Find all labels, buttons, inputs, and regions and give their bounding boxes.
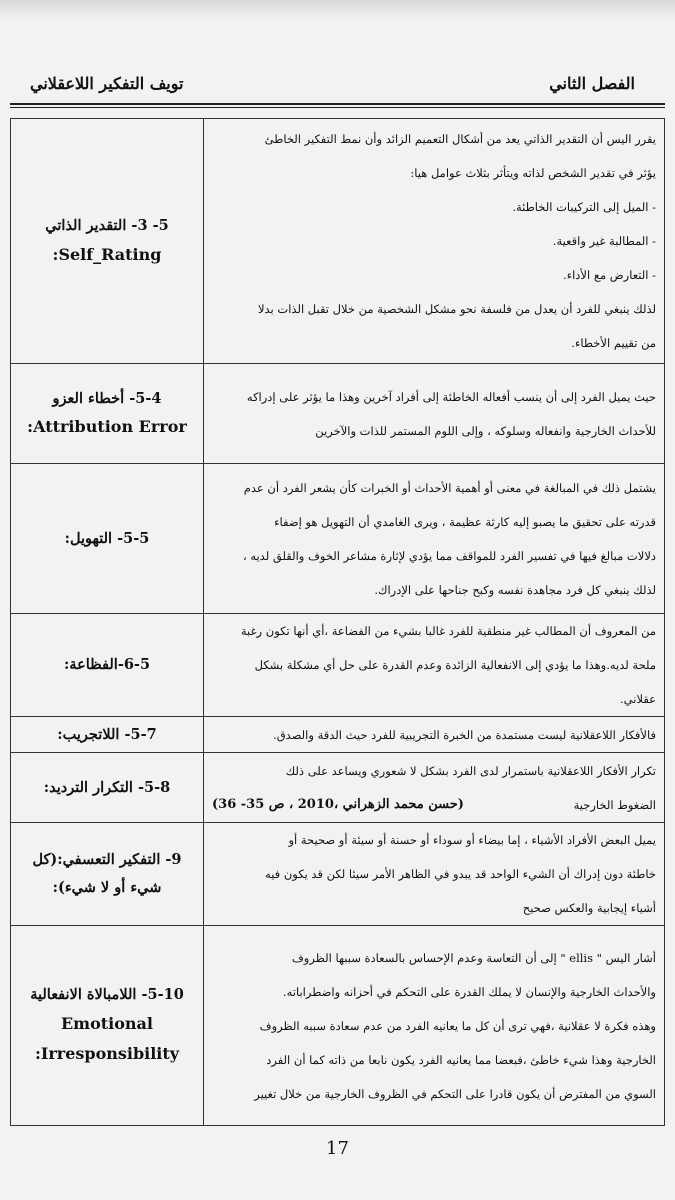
table-row [11, 364, 665, 464]
description-cell [204, 753, 665, 823]
header-rule [10, 103, 665, 108]
description-cell [204, 119, 665, 364]
description-line: - المطالبة غير واقعية. [552, 234, 656, 248]
table-row [11, 926, 665, 1126]
description-cell [204, 823, 665, 926]
table-row [11, 823, 665, 926]
description-line: يقرر اليس أن التقدير الذاتي يعد من أشكال التعميم الزائد وأن نمط التفكير الخاطئ [264, 132, 656, 146]
term-arabic: 5-4- أخطاء العزو [52, 389, 162, 407]
description-line: دلالات مبالغ فيها في تفسير الفرد للمواقف مما يؤدي لإثارة مشاعر الخوف والقلق لديه ، [242, 548, 656, 563]
term-arabic: 9- التفكير التعسفي:(كل شيء أو لا شيء): [32, 851, 182, 896]
citation: (حسن محمد الزهراني ،2010 ، ص 35- 36) [212, 796, 464, 812]
description-line: - التعارض مع الأداء. [563, 268, 656, 282]
page-top-shadow [0, 0, 675, 20]
term-cell [11, 823, 204, 926]
page-header [10, 60, 665, 100]
term-english: :Attribution Error [27, 417, 187, 437]
table-row [11, 614, 665, 717]
reference-lead-text: الضغوط الخارجية [573, 797, 656, 812]
description-cell [204, 464, 665, 614]
table-row [11, 717, 665, 753]
description-line: يشتمل ذلك في المبالغة في معنى أو أهمية الأحداث أو الخبرات كأن يشعر الفرد أن عدم [243, 480, 656, 495]
table-row [11, 464, 665, 614]
description-line: يميل البعض الأفراد الأشياء ، إما بيضاء أو سوداء أو حسنة أو سيئة أو صحيحة أو [288, 833, 656, 847]
term-cell [11, 926, 204, 1126]
term-cell [11, 717, 204, 753]
page-number: 17 [326, 1138, 349, 1159]
table-row [11, 119, 665, 364]
term-arabic: 5-5- التهويل: [64, 529, 150, 547]
term-cell [11, 614, 204, 717]
term-english: :Self_Rating [52, 244, 162, 264]
table-row [11, 753, 665, 823]
description-line: حيث يميل الفرد إلى أن ينسب أفعاله الخاطئة إلى أفراد آخرين وهذا ما يؤثر على إدراكه [246, 389, 656, 404]
description-cell [204, 926, 665, 1126]
description-line: خاطئة دون إدراك أن الشيء الواحد قد يبدو في الظاهر الأمر سيئا لكن قد يكون فيه [265, 867, 656, 881]
reference-line [212, 788, 656, 822]
description-line: من المعروف أن المطالب غير منطقية للفرد غالبا بشيء من الفضاعة ،أي أنها تكون رغبة [240, 624, 656, 638]
description-line: يؤثر في تقدير الشخص لذاته ويتأثر بثلاث عوامل هيا: [410, 166, 656, 180]
term-arabic: 5- 3- التقدير الذاتي [45, 217, 169, 235]
term-arabic: 5-10- اللامبالاة الانفعالية [30, 986, 184, 1004]
description-line: ملحة لديه.وهذا ما يؤدي إلى الانفعالية الزائدة وعدم القدرة على حل أي مشكلة بشكل [254, 658, 656, 672]
term-cell [11, 753, 204, 823]
description-line: أشار اليس " ellis " إلى أن التعاسة وعدم الإحساس بالسعادة سببها الظروف [291, 950, 656, 965]
description-line: قدرته على تحقيق ما يصبو إليه كارثة عظيمة ، ويرى الغامدي أن التهويل هو إضفاء [274, 514, 656, 529]
chapter-title: تويف التفكير اللاعقلاني [30, 74, 184, 93]
description-line: لذلك ينبغي كل فرد مجاهدة نفسه وكبح جناحها على الإدراك. [374, 582, 656, 597]
description-cell [204, 364, 665, 464]
chapter-label: الفصل الثاني [549, 74, 635, 93]
description-line: لذلك ينبغي للفرد أن يعدل من فلسفة نحو مشكل الشخصية من خلال تقبل الذات بدلا [257, 302, 656, 316]
description-cell [204, 717, 665, 753]
term-arabic: 5-7- اللاتجريب: [57, 725, 157, 743]
description-line: عقلاني. [620, 692, 656, 706]
description-line: الخارجية وهذا شيء خاطئ ،فبعضا مما يعانيه الفرد يكون نابعا من ذاته كما أن الفرد [266, 1052, 656, 1067]
description-line: والأحداث الخارجية والإنسان لا يملك القدرة على التحكم في أحزانه واضطراباته. [282, 984, 656, 999]
term-arabic: 5-8- التكرار الترديد: [43, 778, 171, 796]
concepts-table [10, 118, 665, 1126]
term-english: Emotional :Irresponsibility [34, 1013, 180, 1064]
term-cell [11, 464, 204, 614]
term-arabic: 6-5-الفظاعة: [63, 656, 151, 674]
description-line: للأحداث الخارجية وانفعاله وسلوكه ، وإلى اللوم المستمر للذات والآخرين [315, 423, 656, 438]
description-cell [204, 614, 665, 717]
term-cell [11, 364, 204, 464]
description-line: تكرار الأفكار اللاعقلانية باستمرار لدى الفرد بشكل لا شعوري ويساعد على ذلك [285, 763, 656, 778]
description-line: فالأفكار اللاعقلانية ليست مستمدة من الخبرة التجريبية للفرد حيث الدقة والصدق. [273, 727, 656, 742]
description-line: - الميل إلى التركيبات الخاطئة. [512, 200, 656, 214]
description-line: من تقييم الأخطاء. [571, 336, 656, 350]
description-line: وهذه فكرة لا عقلانية ،فهي ترى أن كل ما يعانيه الفرد من عدم سعادة سببه الظروف [259, 1018, 656, 1033]
description-line: السوي من المفترض أن يكون قادرا على التحكم في الظروف الخارجية من خلال تغيير [254, 1086, 656, 1101]
description-line: أشياء إيجابية والعكس صحيح [522, 901, 656, 915]
term-cell [11, 119, 204, 364]
